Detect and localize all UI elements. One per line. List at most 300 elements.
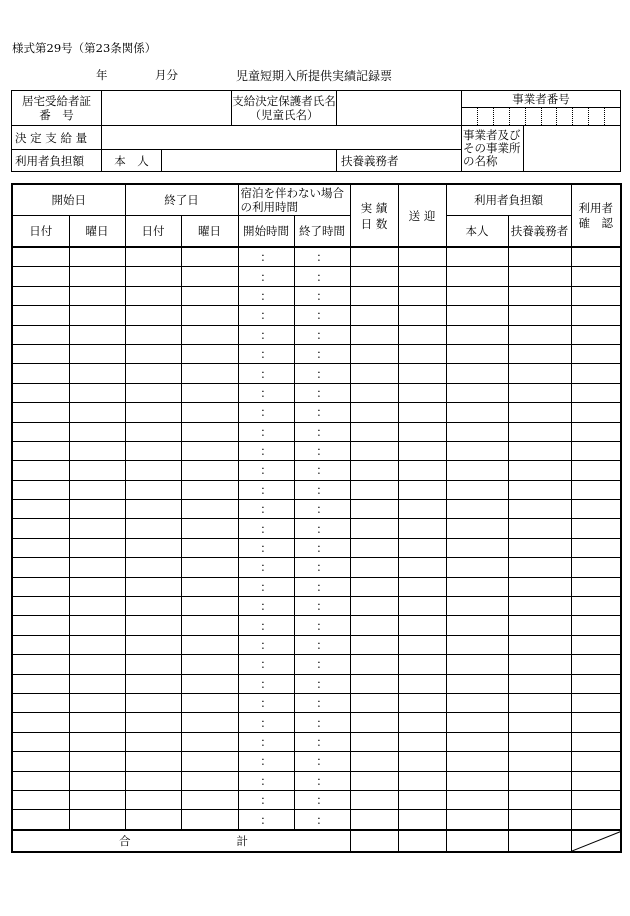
table-cell[interactable] <box>125 732 181 751</box>
table-cell[interactable] <box>181 732 238 751</box>
table-cell[interactable] <box>350 480 398 499</box>
table-cell[interactable] <box>350 441 398 460</box>
table-cell[interactable] <box>350 286 398 305</box>
table-cell[interactable] <box>181 693 238 712</box>
table-cell[interactable] <box>350 655 398 674</box>
table-cell[interactable] <box>69 713 125 732</box>
table-cell[interactable] <box>571 732 621 751</box>
table-cell[interactable] <box>571 577 621 596</box>
table-cell[interactable]: ： <box>294 364 350 383</box>
table-cell[interactable] <box>181 771 238 790</box>
table-cell[interactable] <box>508 286 571 305</box>
table-cell[interactable] <box>571 325 621 344</box>
table-cell[interactable] <box>508 655 571 674</box>
table-cell[interactable] <box>446 480 508 499</box>
table-cell[interactable]: ： <box>294 577 350 596</box>
table-cell[interactable] <box>69 441 125 460</box>
table-cell[interactable] <box>125 635 181 654</box>
table-cell[interactable] <box>350 403 398 422</box>
table-cell[interactable] <box>571 674 621 693</box>
table-cell[interactable] <box>125 480 181 499</box>
table-cell[interactable] <box>69 674 125 693</box>
table-cell[interactable] <box>69 616 125 635</box>
table-cell[interactable] <box>508 790 571 809</box>
table-cell[interactable] <box>69 597 125 616</box>
table-cell[interactable] <box>398 267 446 286</box>
table-cell[interactable] <box>571 480 621 499</box>
table-cell[interactable] <box>125 325 181 344</box>
table-cell[interactable] <box>508 500 571 519</box>
table-cell[interactable] <box>571 790 621 809</box>
table-cell[interactable] <box>350 519 398 538</box>
table-cell[interactable] <box>181 810 238 830</box>
table-cell[interactable] <box>125 422 181 441</box>
table-cell[interactable]: ： <box>294 286 350 305</box>
table-cell[interactable] <box>181 655 238 674</box>
table-cell[interactable] <box>181 480 238 499</box>
table-cell[interactable] <box>69 655 125 674</box>
table-cell[interactable]: ： <box>294 480 350 499</box>
table-cell[interactable] <box>125 674 181 693</box>
table-cell[interactable] <box>125 441 181 460</box>
table-cell[interactable] <box>571 752 621 771</box>
table-cell[interactable] <box>446 635 508 654</box>
table-cell[interactable]: ： <box>238 693 294 712</box>
table-cell[interactable] <box>446 771 508 790</box>
table-cell[interactable] <box>398 500 446 519</box>
table-cell[interactable]: ： <box>294 461 350 480</box>
table-cell[interactable] <box>181 364 238 383</box>
table-cell[interactable]: ： <box>238 771 294 790</box>
table-cell[interactable] <box>181 635 238 654</box>
table-cell[interactable] <box>446 286 508 305</box>
table-cell[interactable] <box>12 267 69 286</box>
table-cell[interactable]: ： <box>238 790 294 809</box>
table-cell[interactable] <box>508 461 571 480</box>
table-cell[interactable] <box>350 306 398 325</box>
table-cell[interactable]: ： <box>294 306 350 325</box>
table-cell[interactable] <box>12 325 69 344</box>
table-cell[interactable] <box>125 286 181 305</box>
table-cell[interactable] <box>446 655 508 674</box>
table-cell[interactable] <box>181 461 238 480</box>
table-cell[interactable] <box>446 344 508 363</box>
table-cell[interactable] <box>181 597 238 616</box>
table-cell[interactable]: ： <box>294 422 350 441</box>
table-cell[interactable] <box>181 267 238 286</box>
table-cell[interactable] <box>181 306 238 325</box>
table-cell[interactable] <box>508 597 571 616</box>
table-cell[interactable] <box>350 267 398 286</box>
table-cell[interactable] <box>12 732 69 751</box>
table-cell[interactable] <box>125 693 181 712</box>
table-cell[interactable] <box>350 577 398 596</box>
table-cell[interactable] <box>69 286 125 305</box>
table-cell[interactable] <box>181 616 238 635</box>
decided-amount-field[interactable] <box>102 126 462 150</box>
table-cell[interactable] <box>350 674 398 693</box>
table-cell[interactable] <box>12 286 69 305</box>
table-cell[interactable] <box>508 771 571 790</box>
table-cell[interactable] <box>446 538 508 557</box>
table-cell[interactable] <box>508 480 571 499</box>
table-cell[interactable] <box>350 558 398 577</box>
table-cell[interactable]: ： <box>294 732 350 751</box>
table-cell[interactable]: ： <box>294 500 350 519</box>
table-cell[interactable] <box>508 558 571 577</box>
total-actual-days[interactable] <box>350 830 398 852</box>
table-cell[interactable] <box>446 267 508 286</box>
table-cell[interactable] <box>508 732 571 751</box>
table-cell[interactable] <box>398 364 446 383</box>
table-cell[interactable] <box>398 597 446 616</box>
table-cell[interactable] <box>571 616 621 635</box>
table-cell[interactable] <box>12 538 69 557</box>
table-cell[interactable] <box>571 500 621 519</box>
table-cell[interactable] <box>571 597 621 616</box>
table-cell[interactable] <box>571 344 621 363</box>
table-cell[interactable]: ： <box>238 364 294 383</box>
table-cell[interactable] <box>12 480 69 499</box>
table-cell[interactable] <box>571 441 621 460</box>
table-cell[interactable] <box>571 771 621 790</box>
table-cell[interactable] <box>398 403 446 422</box>
table-cell[interactable] <box>446 441 508 460</box>
table-cell[interactable] <box>125 752 181 771</box>
table-cell[interactable] <box>508 247 571 267</box>
table-cell[interactable] <box>350 538 398 557</box>
table-cell[interactable] <box>398 461 446 480</box>
table-cell[interactable] <box>398 810 446 830</box>
table-cell[interactable] <box>508 325 571 344</box>
table-cell[interactable] <box>508 810 571 830</box>
table-cell[interactable] <box>69 403 125 422</box>
table-cell[interactable] <box>350 461 398 480</box>
table-cell[interactable]: ： <box>294 790 350 809</box>
table-cell[interactable]: ： <box>294 635 350 654</box>
table-cell[interactable] <box>571 693 621 712</box>
table-cell[interactable]: ： <box>238 655 294 674</box>
table-cell[interactable] <box>446 461 508 480</box>
table-cell[interactable]: ： <box>238 597 294 616</box>
table-cell[interactable] <box>508 519 571 538</box>
table-cell[interactable]: ： <box>238 286 294 305</box>
table-cell[interactable] <box>12 616 69 635</box>
table-cell[interactable] <box>398 441 446 460</box>
table-cell[interactable] <box>69 519 125 538</box>
table-cell[interactable] <box>350 732 398 751</box>
table-cell[interactable]: ： <box>238 810 294 830</box>
table-cell[interactable] <box>181 538 238 557</box>
table-cell[interactable]: ： <box>238 538 294 557</box>
table-cell[interactable] <box>181 383 238 402</box>
table-cell[interactable]: ： <box>238 344 294 363</box>
table-cell[interactable] <box>446 364 508 383</box>
table-cell[interactable] <box>446 713 508 732</box>
table-cell[interactable] <box>69 306 125 325</box>
table-cell[interactable]: ： <box>294 383 350 402</box>
table-cell[interactable] <box>12 364 69 383</box>
table-cell[interactable] <box>125 558 181 577</box>
table-cell[interactable] <box>446 752 508 771</box>
table-cell[interactable] <box>125 500 181 519</box>
table-cell[interactable] <box>446 577 508 596</box>
table-cell[interactable]: ： <box>238 325 294 344</box>
table-cell[interactable] <box>181 790 238 809</box>
table-cell[interactable]: ： <box>294 558 350 577</box>
table-cell[interactable] <box>350 422 398 441</box>
table-cell[interactable] <box>69 247 125 267</box>
table-cell[interactable] <box>446 247 508 267</box>
table-cell[interactable]: ： <box>238 267 294 286</box>
table-cell[interactable]: ： <box>294 771 350 790</box>
table-cell[interactable]: ： <box>294 752 350 771</box>
table-cell[interactable] <box>12 441 69 460</box>
table-cell[interactable] <box>12 344 69 363</box>
table-cell[interactable]: ： <box>238 752 294 771</box>
table-cell[interactable] <box>69 267 125 286</box>
table-cell[interactable]: ： <box>294 441 350 460</box>
table-cell[interactable] <box>69 500 125 519</box>
table-cell[interactable] <box>446 790 508 809</box>
table-cell[interactable] <box>181 558 238 577</box>
total-transport[interactable] <box>398 830 446 852</box>
table-cell[interactable] <box>181 344 238 363</box>
table-cell[interactable] <box>446 383 508 402</box>
table-cell[interactable] <box>69 364 125 383</box>
table-cell[interactable] <box>398 635 446 654</box>
table-cell[interactable]: ： <box>294 713 350 732</box>
table-cell[interactable]: ： <box>238 461 294 480</box>
table-cell[interactable] <box>446 422 508 441</box>
provider-number-field[interactable] <box>462 108 620 125</box>
table-cell[interactable]: ： <box>238 480 294 499</box>
table-cell[interactable] <box>350 500 398 519</box>
table-cell[interactable] <box>69 635 125 654</box>
table-cell[interactable] <box>125 267 181 286</box>
table-cell[interactable] <box>69 558 125 577</box>
table-cell[interactable] <box>350 635 398 654</box>
table-cell[interactable] <box>125 344 181 363</box>
table-cell[interactable] <box>69 422 125 441</box>
table-cell[interactable]: ： <box>238 674 294 693</box>
table-cell[interactable] <box>398 790 446 809</box>
table-cell[interactable]: ： <box>294 403 350 422</box>
table-cell[interactable] <box>12 790 69 809</box>
table-cell[interactable] <box>398 693 446 712</box>
table-cell[interactable] <box>69 325 125 344</box>
recipient-number-field[interactable] <box>102 91 232 126</box>
table-cell[interactable] <box>398 713 446 732</box>
table-cell[interactable] <box>446 693 508 712</box>
table-cell[interactable] <box>508 306 571 325</box>
table-cell[interactable] <box>571 655 621 674</box>
table-cell[interactable] <box>350 383 398 402</box>
table-cell[interactable]: ： <box>294 538 350 557</box>
table-cell[interactable] <box>571 538 621 557</box>
table-cell[interactable] <box>508 674 571 693</box>
table-cell[interactable] <box>181 752 238 771</box>
table-cell[interactable]: ： <box>294 325 350 344</box>
table-cell[interactable] <box>508 267 571 286</box>
table-cell[interactable] <box>508 616 571 635</box>
table-cell[interactable] <box>181 577 238 596</box>
table-cell[interactable] <box>181 286 238 305</box>
table-cell[interactable] <box>398 519 446 538</box>
table-cell[interactable] <box>350 771 398 790</box>
table-cell[interactable] <box>446 325 508 344</box>
table-cell[interactable] <box>125 713 181 732</box>
table-cell[interactable] <box>350 790 398 809</box>
table-cell[interactable] <box>398 383 446 402</box>
provider-name-field[interactable] <box>524 126 621 172</box>
table-cell[interactable] <box>398 538 446 557</box>
total-self-burden[interactable] <box>446 830 508 852</box>
table-cell[interactable]: ： <box>238 441 294 460</box>
table-cell[interactable] <box>350 364 398 383</box>
table-cell[interactable] <box>69 577 125 596</box>
table-cell[interactable] <box>12 558 69 577</box>
table-cell[interactable] <box>181 325 238 344</box>
table-cell[interactable] <box>571 286 621 305</box>
table-cell[interactable] <box>12 674 69 693</box>
table-cell[interactable] <box>12 597 69 616</box>
table-cell[interactable] <box>181 500 238 519</box>
table-cell[interactable] <box>125 577 181 596</box>
table-cell[interactable]: ： <box>238 635 294 654</box>
table-cell[interactable] <box>69 344 125 363</box>
table-cell[interactable] <box>446 810 508 830</box>
table-cell[interactable]: ： <box>294 597 350 616</box>
supporter-field[interactable] <box>337 150 462 172</box>
table-cell[interactable] <box>125 403 181 422</box>
table-cell[interactable] <box>508 577 571 596</box>
table-cell[interactable] <box>571 461 621 480</box>
table-cell[interactable] <box>398 732 446 751</box>
table-cell[interactable]: ： <box>238 558 294 577</box>
table-cell[interactable]: ： <box>294 519 350 538</box>
table-cell[interactable] <box>571 403 621 422</box>
table-cell[interactable] <box>181 403 238 422</box>
table-cell[interactable] <box>508 713 571 732</box>
table-cell[interactable] <box>508 364 571 383</box>
table-cell[interactable]: ： <box>238 713 294 732</box>
table-cell[interactable] <box>398 577 446 596</box>
table-cell[interactable]: ： <box>238 616 294 635</box>
table-cell[interactable] <box>12 752 69 771</box>
table-cell[interactable] <box>571 635 621 654</box>
table-cell[interactable] <box>508 752 571 771</box>
table-cell[interactable] <box>398 655 446 674</box>
table-cell[interactable] <box>69 461 125 480</box>
table-cell[interactable] <box>571 306 621 325</box>
table-cell[interactable] <box>398 558 446 577</box>
table-cell[interactable] <box>12 383 69 402</box>
table-cell[interactable] <box>12 306 69 325</box>
table-cell[interactable] <box>350 597 398 616</box>
table-cell[interactable] <box>12 810 69 830</box>
table-cell[interactable]: ： <box>238 306 294 325</box>
table-cell[interactable] <box>181 422 238 441</box>
table-cell[interactable] <box>571 422 621 441</box>
table-cell[interactable] <box>12 422 69 441</box>
table-cell[interactable] <box>12 577 69 596</box>
table-cell[interactable] <box>398 674 446 693</box>
table-cell[interactable] <box>446 500 508 519</box>
table-cell[interactable] <box>12 771 69 790</box>
table-cell[interactable] <box>350 616 398 635</box>
table-cell[interactable] <box>125 597 181 616</box>
table-cell[interactable] <box>12 635 69 654</box>
table-cell[interactable] <box>508 422 571 441</box>
table-cell[interactable] <box>12 693 69 712</box>
table-cell[interactable]: ： <box>294 344 350 363</box>
table-cell[interactable] <box>398 344 446 363</box>
table-cell[interactable] <box>350 752 398 771</box>
table-cell[interactable]: ： <box>238 732 294 751</box>
table-cell[interactable] <box>446 732 508 751</box>
table-cell[interactable] <box>125 790 181 809</box>
table-cell[interactable] <box>69 732 125 751</box>
table-cell[interactable] <box>69 693 125 712</box>
table-cell[interactable] <box>69 752 125 771</box>
self-burden-field[interactable] <box>162 150 337 172</box>
table-cell[interactable] <box>508 538 571 557</box>
table-cell[interactable] <box>350 693 398 712</box>
table-cell[interactable] <box>181 674 238 693</box>
table-cell[interactable] <box>125 461 181 480</box>
table-cell[interactable] <box>12 461 69 480</box>
table-cell[interactable] <box>69 810 125 830</box>
table-cell[interactable] <box>398 325 446 344</box>
table-cell[interactable] <box>125 538 181 557</box>
table-cell[interactable] <box>125 810 181 830</box>
table-cell[interactable] <box>125 655 181 674</box>
table-cell[interactable]: ： <box>238 519 294 538</box>
table-cell[interactable]: ： <box>238 577 294 596</box>
table-cell[interactable] <box>398 771 446 790</box>
table-cell[interactable] <box>69 790 125 809</box>
table-cell[interactable] <box>398 422 446 441</box>
table-cell[interactable] <box>398 752 446 771</box>
table-cell[interactable]: ： <box>294 267 350 286</box>
table-cell[interactable]: ： <box>294 810 350 830</box>
table-cell[interactable] <box>125 306 181 325</box>
table-cell[interactable] <box>446 674 508 693</box>
table-cell[interactable] <box>508 635 571 654</box>
table-cell[interactable] <box>508 403 571 422</box>
table-cell[interactable] <box>446 558 508 577</box>
table-cell[interactable] <box>125 247 181 267</box>
table-cell[interactable] <box>69 538 125 557</box>
table-cell[interactable] <box>350 344 398 363</box>
table-cell[interactable] <box>12 403 69 422</box>
table-cell[interactable] <box>125 364 181 383</box>
table-cell[interactable] <box>446 519 508 538</box>
table-cell[interactable] <box>350 713 398 732</box>
table-cell[interactable] <box>571 713 621 732</box>
table-cell[interactable] <box>571 364 621 383</box>
table-cell[interactable] <box>508 441 571 460</box>
table-cell[interactable] <box>181 247 238 267</box>
table-cell[interactable] <box>398 616 446 635</box>
table-cell[interactable] <box>69 383 125 402</box>
guardian-name-field[interactable] <box>337 91 462 126</box>
table-cell[interactable] <box>571 383 621 402</box>
table-cell[interactable] <box>69 480 125 499</box>
table-cell[interactable]: ： <box>294 693 350 712</box>
table-cell[interactable] <box>571 247 621 267</box>
